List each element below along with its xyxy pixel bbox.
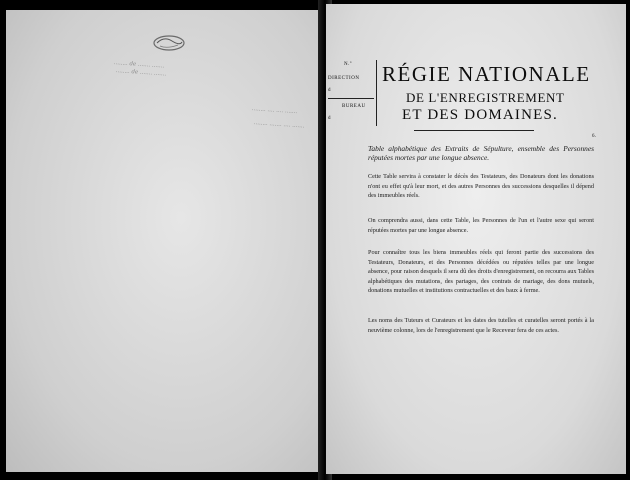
paragraph: Cette Table servira à constater le décès des Testateurs, des Donateurs dont les donations n'ont eu effet qu'à leur mort, et des autres Personnes des successions desquelles il dépend des immeubles réels.	[368, 173, 594, 200]
handwritten-note-line: ........ ....... .... .......	[253, 120, 305, 130]
margin-rule	[328, 98, 374, 99]
handwritten-note-line: ........ .... .... .......	[251, 106, 298, 116]
direction-label: DIRECTION	[328, 76, 360, 81]
handwritten-note-line: ........ de ....... .......	[115, 68, 167, 78]
left-page	[6, 10, 324, 472]
paragraph: On comprendra aussi, dans cette Table, les Personnes de l'un et l'autre sexe qui seront réputées mortes par une longue absence.	[368, 217, 594, 234]
direction-value: d	[328, 88, 331, 93]
paragraph: Pour connaître tous les biens immeubles réels qui feront partie des successions des Testateurs, Donateurs, et des Personnes décédées ou réputées telles par une longue absence, pour raison desquels il sera dû des droits d'enregistrement, on recourra aux Tables alphabétiques des mutations, des partages, des contrats de mariage, des dons mutuels, donations mutuelles et institutions contractuelles et des baux à ferme.	[368, 249, 594, 295]
register-number-label: N.º	[344, 62, 352, 67]
page-title-line-2: DE L'ENREGISTREMENT	[406, 90, 565, 105]
table-description: Table alphabétique des Extraits de Sépulture, ensemble des Personnes réputées mortes par une longue absence.	[368, 144, 594, 162]
bureau-value: d	[328, 116, 331, 121]
margin-column-rule	[376, 60, 377, 126]
title-rule	[414, 130, 534, 131]
right-page	[326, 4, 626, 474]
corner-mark: 6.	[592, 134, 597, 139]
handwritten-note-line: ........ de ....... .......	[113, 60, 165, 70]
paragraph: Les noms des Tuteurs et Curateurs et les dates des tutelles et curatelles seront portés à la neuvième colonne, lors de l'enregistrement que le Receveur fera de ces actes.	[368, 317, 594, 334]
page-title-line-1: RÉGIE NATIONALE	[382, 62, 591, 86]
ink-stamp-icon	[152, 32, 186, 54]
bureau-label: BUREAU	[342, 104, 366, 109]
page-title-line-3: ET DES DOMAINES.	[402, 107, 559, 123]
